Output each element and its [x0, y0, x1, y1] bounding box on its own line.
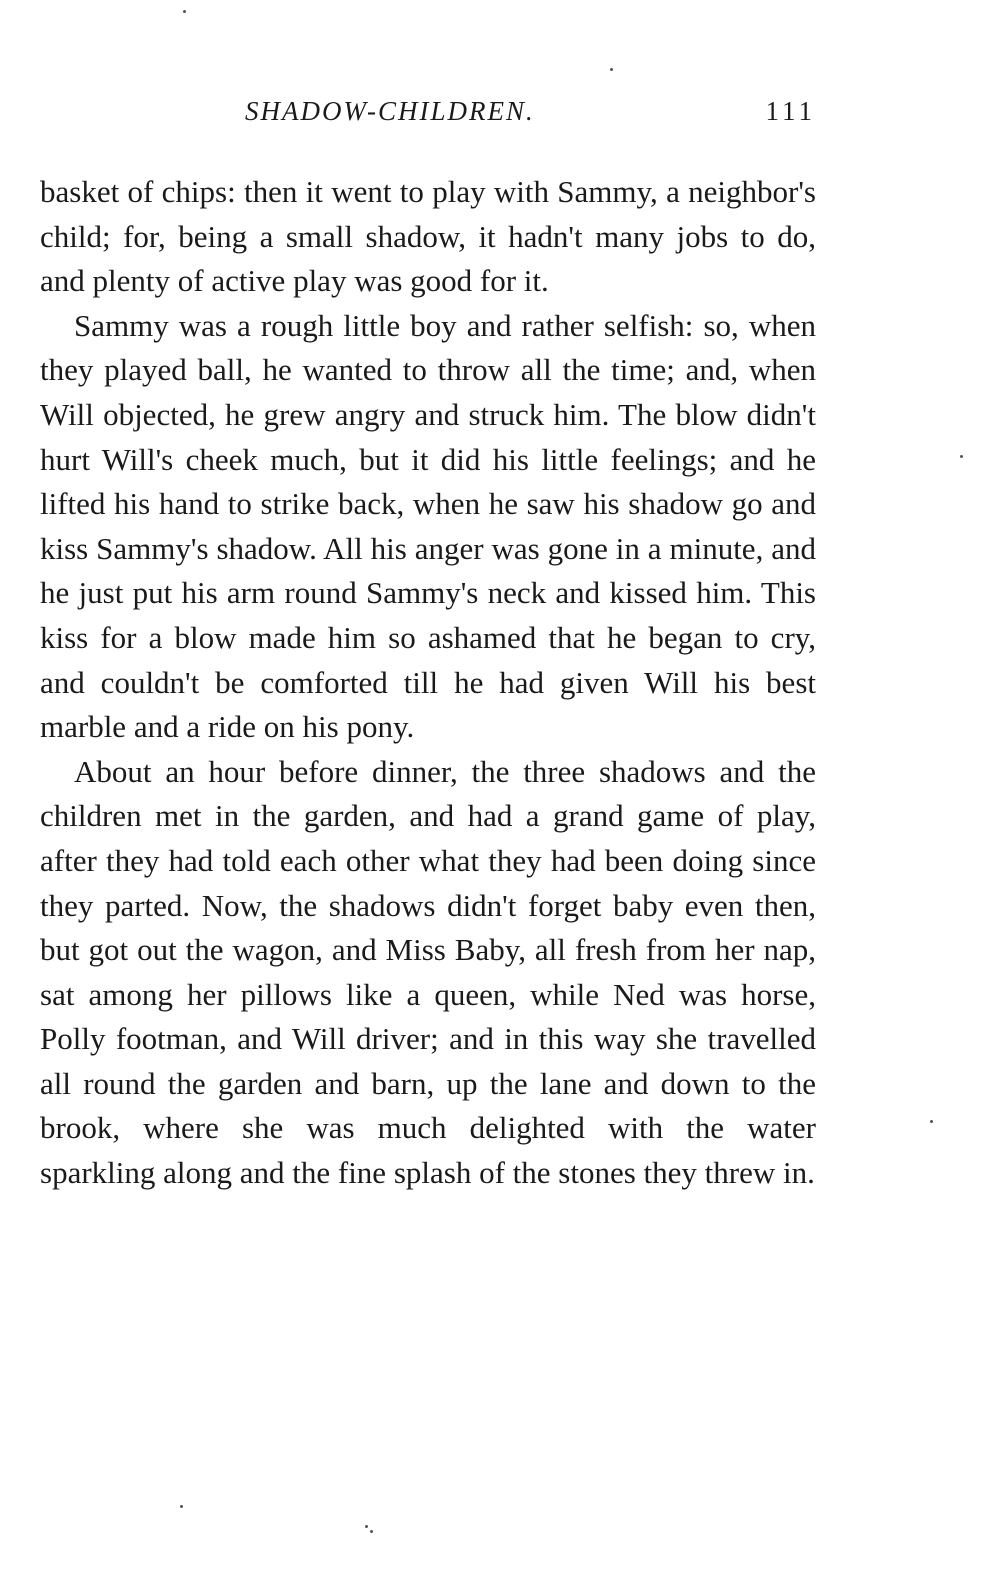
scan-speck [183, 10, 186, 13]
scan-speck [180, 1505, 183, 1508]
scan-speck [610, 68, 613, 71]
scan-speck [930, 1120, 933, 1123]
page-number: 111 [765, 96, 816, 126]
scan-speck [365, 1525, 368, 1528]
paragraph-2: Sammy was a rough little boy and rather selfish: so, when they played ball, he wanted to throw all the time; and, when Will objected, he grew angry and struck him. The blow didn't hurt Will's cheek much, but it did his little feelings; and he lifted his hand to strike back, when he saw his shadow go and kiss Sammy's shadow. All his anger was gone in a minute, and he just put his arm round Sammy's neck and kissed him. This kiss for a blow made him so ashamed that he began to cry, and couldn't be comforted till he had given Will his best marble and a ride on his pony. [40, 307, 816, 745]
paragraph-1: basket of chips: then it went to play with Sammy, a neighbor's child; for, being a small shadow, it hadn't many jobs to do, and plenty of active play was good for it. [40, 174, 816, 299]
paragraph-3: About an hour before dinner, the three shadows and the children met in the garden, and had a grand game of play, after they had told each other what they had been doing since they parted. Now, the shadows didn't forget baby even then, but got out the wagon, and Miss Baby, all fresh from her nap, sat among her pillows like a queen, while Ned was horse, Polly footman, and Will driver; and in this way she travelled all round the garden and barn, up the lane and down to the brook, where she was much delighted with the water sparkling along and the fine splash of the stones they threw in. [40, 753, 816, 1191]
running-title: SHADOW-CHILDREN. [245, 96, 535, 126]
body-text [40, 170, 816, 1196]
scan-speck [370, 1530, 373, 1533]
running-head [40, 96, 816, 136]
scan-speck [960, 455, 963, 458]
